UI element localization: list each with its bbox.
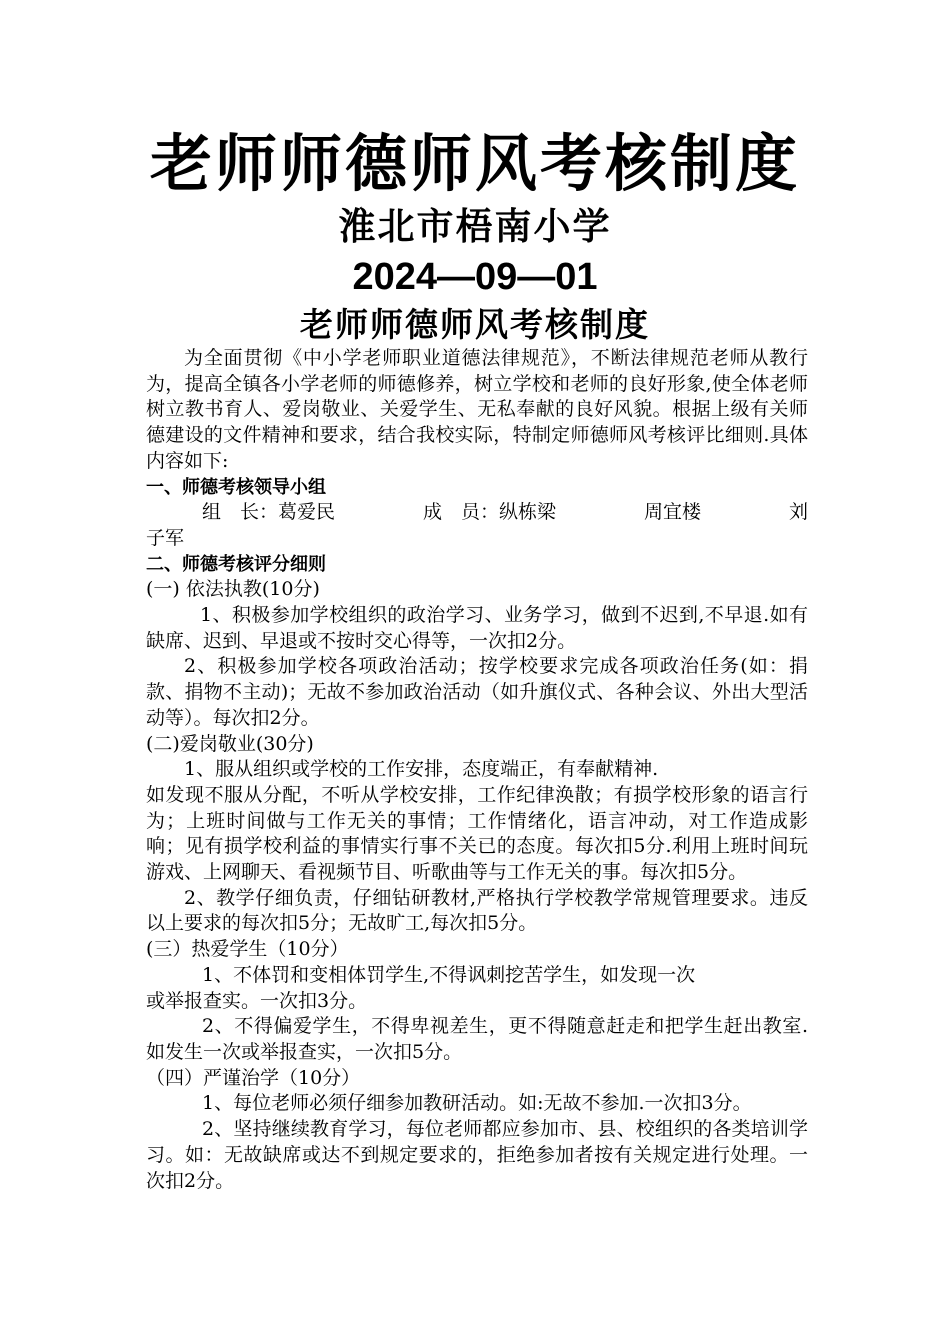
- part3-item2: 2、不得偏爱学生，不得卑视差生，更不得随意赶走和把学生赶出教室.如发生一次或举报查实，一次扣5分。: [146, 1015, 808, 1063]
- group-member-2: 周宜楼: [643, 501, 701, 524]
- intro-paragraph: 为全面贯彻《中小学老师职业道德法律规范》，不断法律规范老师从教行为，提高全镇各小学老师的师德修养，树立学校和老师的良好形象,使全体老师树立教书育人、爱岗敬业、关爱学生、无私奉献的良好风貌。根据上级有关师德建设的文件精神和要求，结合我校实际，特制定师德师风考核评比细则.具体内容如下:: [146, 347, 808, 472]
- document-title: 老师师德师风考核制度: [149, 127, 800, 200]
- section-heading-scoring: 二、师德考核评分细则: [146, 553, 326, 575]
- document-subtitle: 老师师德师风考核制度: [300, 305, 650, 344]
- part1-title: (一) 依法执教(10分): [146, 578, 320, 601]
- part1-item1: 1、积极参加学校组织的政治学习、业务学习，做到不迟到,不早退.如有缺席、迟到、早退或不按时交心得等，一次扣2分。: [146, 604, 808, 652]
- part3-item1-line2: 或举报查实。一次扣3分。: [146, 989, 368, 1012]
- part1-item2: 2、积极参加学校各项政治活动；按学校要求完成各项政治任务(如：捐款、捐物不主动)；无故不参加政治活动（如升旗仪式、各种会议、外出大型活动等）。每次扣2分。: [146, 655, 808, 729]
- school-name: 淮北市梧南小学: [338, 205, 612, 248]
- part4-item1: 1、每位老师必须仔细参加教研活动。如:无故不参加.一次扣3分。: [202, 1092, 752, 1115]
- part4-title: （四）严谨治学（10分）: [146, 1066, 361, 1089]
- document-body: [146, 346, 808, 1194]
- group-member-1: 成 员：纵栋梁: [422, 501, 556, 524]
- part2-title: (二)爱岗敬业(30分): [146, 732, 314, 755]
- group-member-3-first: 刘: [788, 501, 808, 524]
- group-member-3-rest: 子军: [146, 526, 185, 549]
- group-leader: 组 长：葛爱民: [202, 501, 336, 524]
- part2-item1-rest: 如发现不服从分配，不听从学校安排，工作纪律涣散；有损学校形象的语言行为；上班时间做与工作无关的事情；工作情绪化，语言冲动，对工作造成影响；见有损学校利益的事情实行事不关已的态度。每次扣5分.利用上班时间玩游戏、上网聊天、看视频节目、听歌曲等与工作无关的事。每次扣5分。: [146, 783, 808, 884]
- section-heading-leadership: 一、师德考核领导小组: [146, 476, 326, 498]
- document-date: 2024—09—01: [352, 256, 598, 298]
- part4-item2: 2、坚持继续教育学习，每位老师都应参加市、县、校组织的各类培训学习。如：无故缺席或达不到规定要求的，拒绝参加者按有关规定进行处理。一次扣2分。: [146, 1118, 808, 1192]
- part3-title: (三）热爱学生（10分）: [146, 938, 349, 961]
- part3-item1-line1: 1、不体罚和变相体罚学生,不得讽刺挖苦学生，如发现一次: [202, 963, 696, 986]
- part2-item1-line1: 1、服从组织或学校的工作安排，态度端正，有奉献精神.: [184, 758, 659, 781]
- part2-item2: 2、教学仔细负责，仔细钻研教材,严格执行学校教学常规管理要求。违反以上要求的每次扣5分；无故旷工,每次扣5分。: [146, 886, 808, 935]
- leadership-members: [146, 500, 808, 526]
